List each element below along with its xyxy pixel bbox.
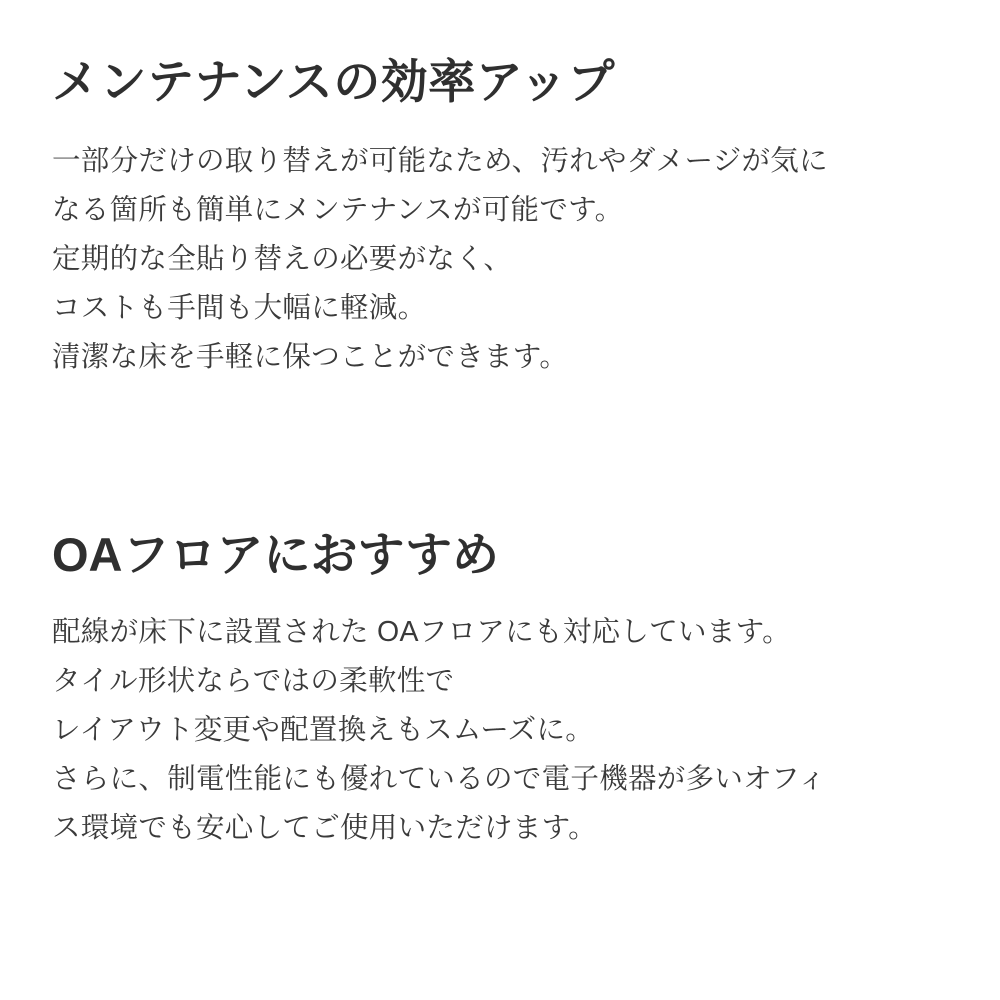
body-line: タイル形状ならではの柔軟性で xyxy=(52,665,455,698)
section-spacer xyxy=(52,382,948,528)
body-line: 一部分だけの取り替えが可能なため、汚れやダメージが気に xyxy=(52,145,828,178)
body-line: コストも手間も大幅に軽減。 xyxy=(52,292,427,325)
section-body xyxy=(52,137,948,382)
body-line: ス環境でも安心してご使用いただけます。 xyxy=(52,812,597,845)
section-heading: メンテナンスの効率アップ xyxy=(52,55,615,108)
body-line: なる箇所も簡単にメンテナンスが可能です。 xyxy=(52,194,624,227)
body-line: 配線が床下に設置された OAフロアにも対応しています。 xyxy=(52,616,791,649)
section-maintenance xyxy=(52,55,948,382)
body-line: レイアウト変更や配置換えもスムーズに。 xyxy=(52,714,595,747)
section-oa-floor xyxy=(52,528,948,853)
section-heading: OAフロアにおすすめ xyxy=(52,528,499,582)
body-line: 清潔な床を手軽に保つことができます。 xyxy=(52,341,569,374)
body-line: 定期的な全貼り替えの必要がなく、 xyxy=(52,243,513,276)
section-body xyxy=(52,608,948,853)
body-line: さらに、制電性能にも優れているので電子機器が多いオフィ xyxy=(52,763,827,796)
